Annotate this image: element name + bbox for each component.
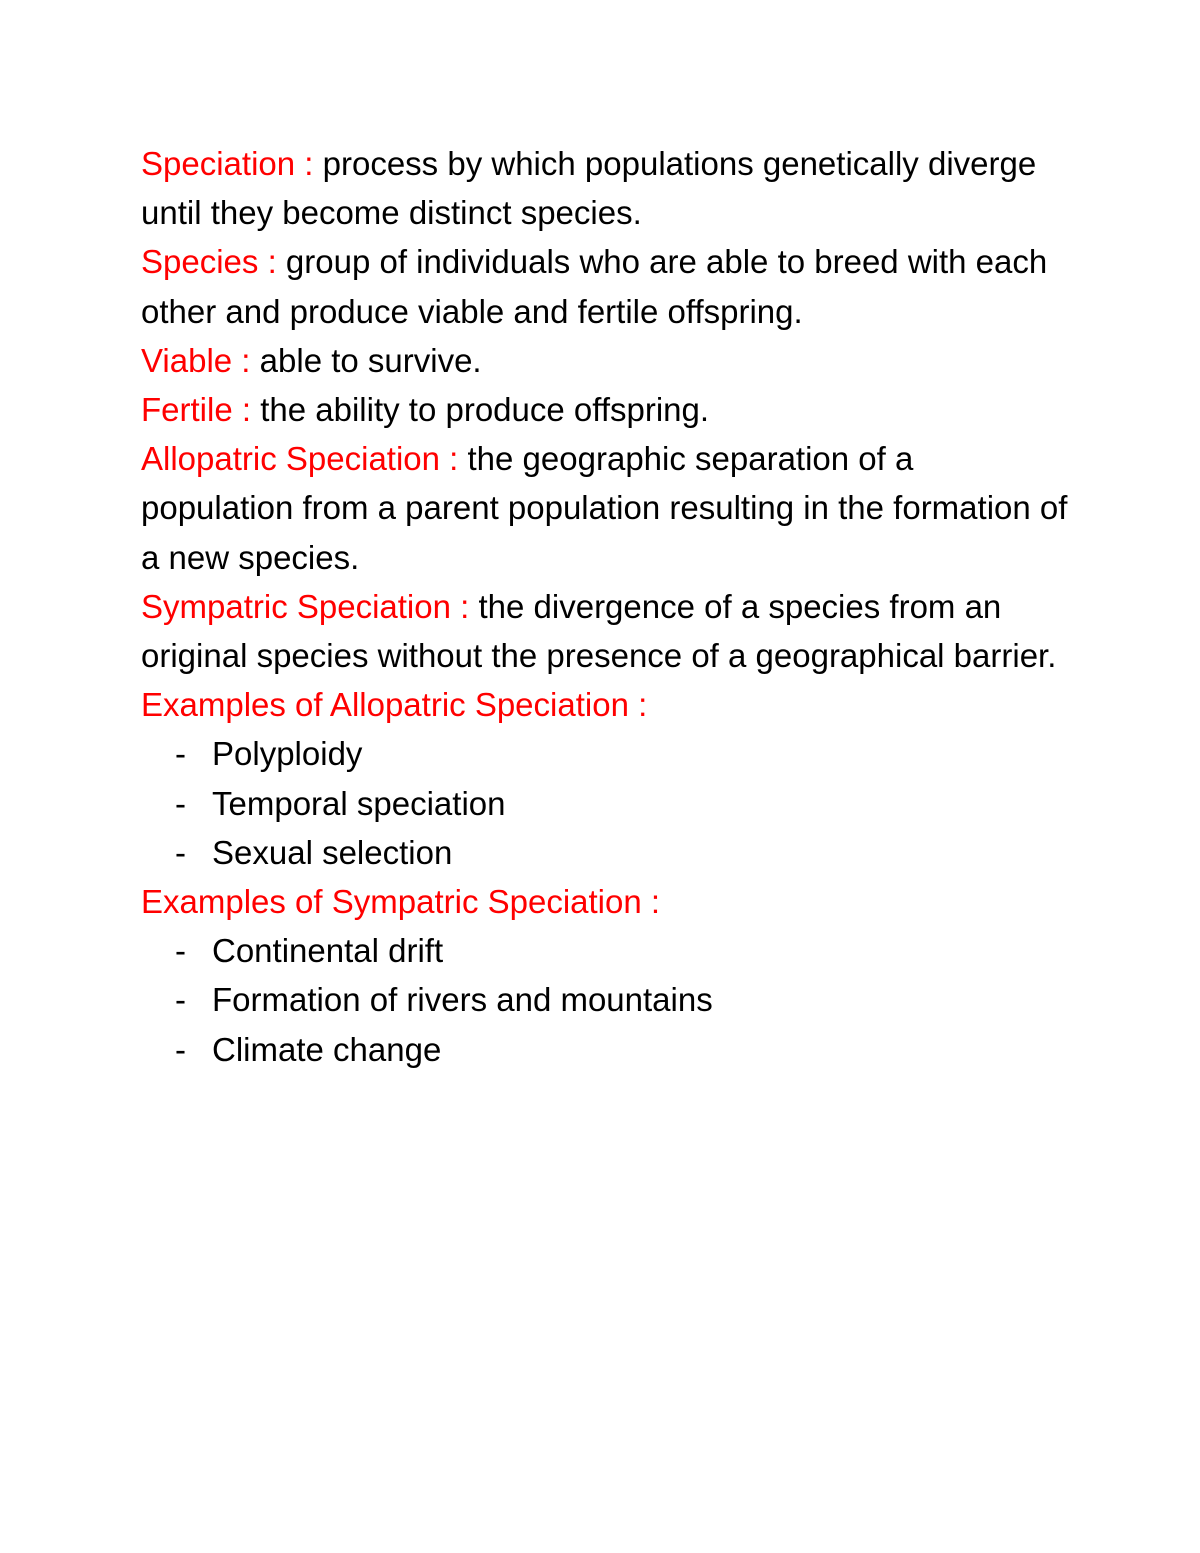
term-definition: able to survive. <box>259 341 482 379</box>
definition-species <box>141 237 1071 335</box>
dash-bullet: - <box>175 735 186 773</box>
list-item <box>141 975 1071 1024</box>
list-item <box>141 729 1071 778</box>
definition-viable <box>141 336 1071 385</box>
definition-sympatric-speciation <box>141 582 1071 680</box>
list-item-text: Polyploidy <box>212 735 363 773</box>
term-label: Viable : <box>141 341 260 379</box>
list-item-text: Temporal speciation <box>212 784 506 822</box>
document-body <box>141 139 1071 1074</box>
term-definition: group of individuals who are able to breed with each other and produce viable and fertile offspring. <box>141 243 1048 330</box>
term-definition: the geographic separation of a population from a parent population resulting in the formation of a new species. <box>141 440 1068 576</box>
list-item-text: Formation of rivers and mountains <box>212 981 713 1019</box>
list-item <box>141 926 1071 975</box>
list-item <box>141 828 1071 877</box>
definition-fertile <box>141 385 1071 434</box>
list-item <box>141 1025 1071 1074</box>
list-item <box>141 779 1071 828</box>
term-label: Species : <box>141 243 286 281</box>
dash-bullet: - <box>175 1030 186 1068</box>
heading-examples-sympatric: Examples of Sympatric Speciation : <box>141 883 661 921</box>
list-examples-allopatric <box>141 729 1071 877</box>
heading-examples-allopatric: Examples of Allopatric Speciation : <box>141 686 648 724</box>
definition-speciation <box>141 139 1071 237</box>
definition-allopatric-speciation <box>141 434 1071 582</box>
list-item-text: Continental drift <box>212 932 444 970</box>
list-item-text: Sexual selection <box>212 833 453 871</box>
dash-bullet: - <box>175 784 186 822</box>
dash-bullet: - <box>175 833 186 871</box>
term-label: Sympatric Speciation : <box>141 587 479 625</box>
term-definition: the ability to produce offspring. <box>260 391 710 429</box>
list-item-text: Climate change <box>212 1030 442 1068</box>
term-definition: process by which populations genetically diverge until they become distinct species. <box>141 145 1037 232</box>
term-label: Speciation : <box>141 145 323 182</box>
dash-bullet: - <box>175 932 186 970</box>
list-examples-sympatric <box>141 926 1071 1074</box>
term-label: Fertile : <box>141 391 261 429</box>
dash-bullet: - <box>175 981 186 1019</box>
term-label: Allopatric Speciation : <box>141 440 468 478</box>
term-definition: the divergence of a species from an original species without the presence of a geographical barrier. <box>141 587 1057 675</box>
